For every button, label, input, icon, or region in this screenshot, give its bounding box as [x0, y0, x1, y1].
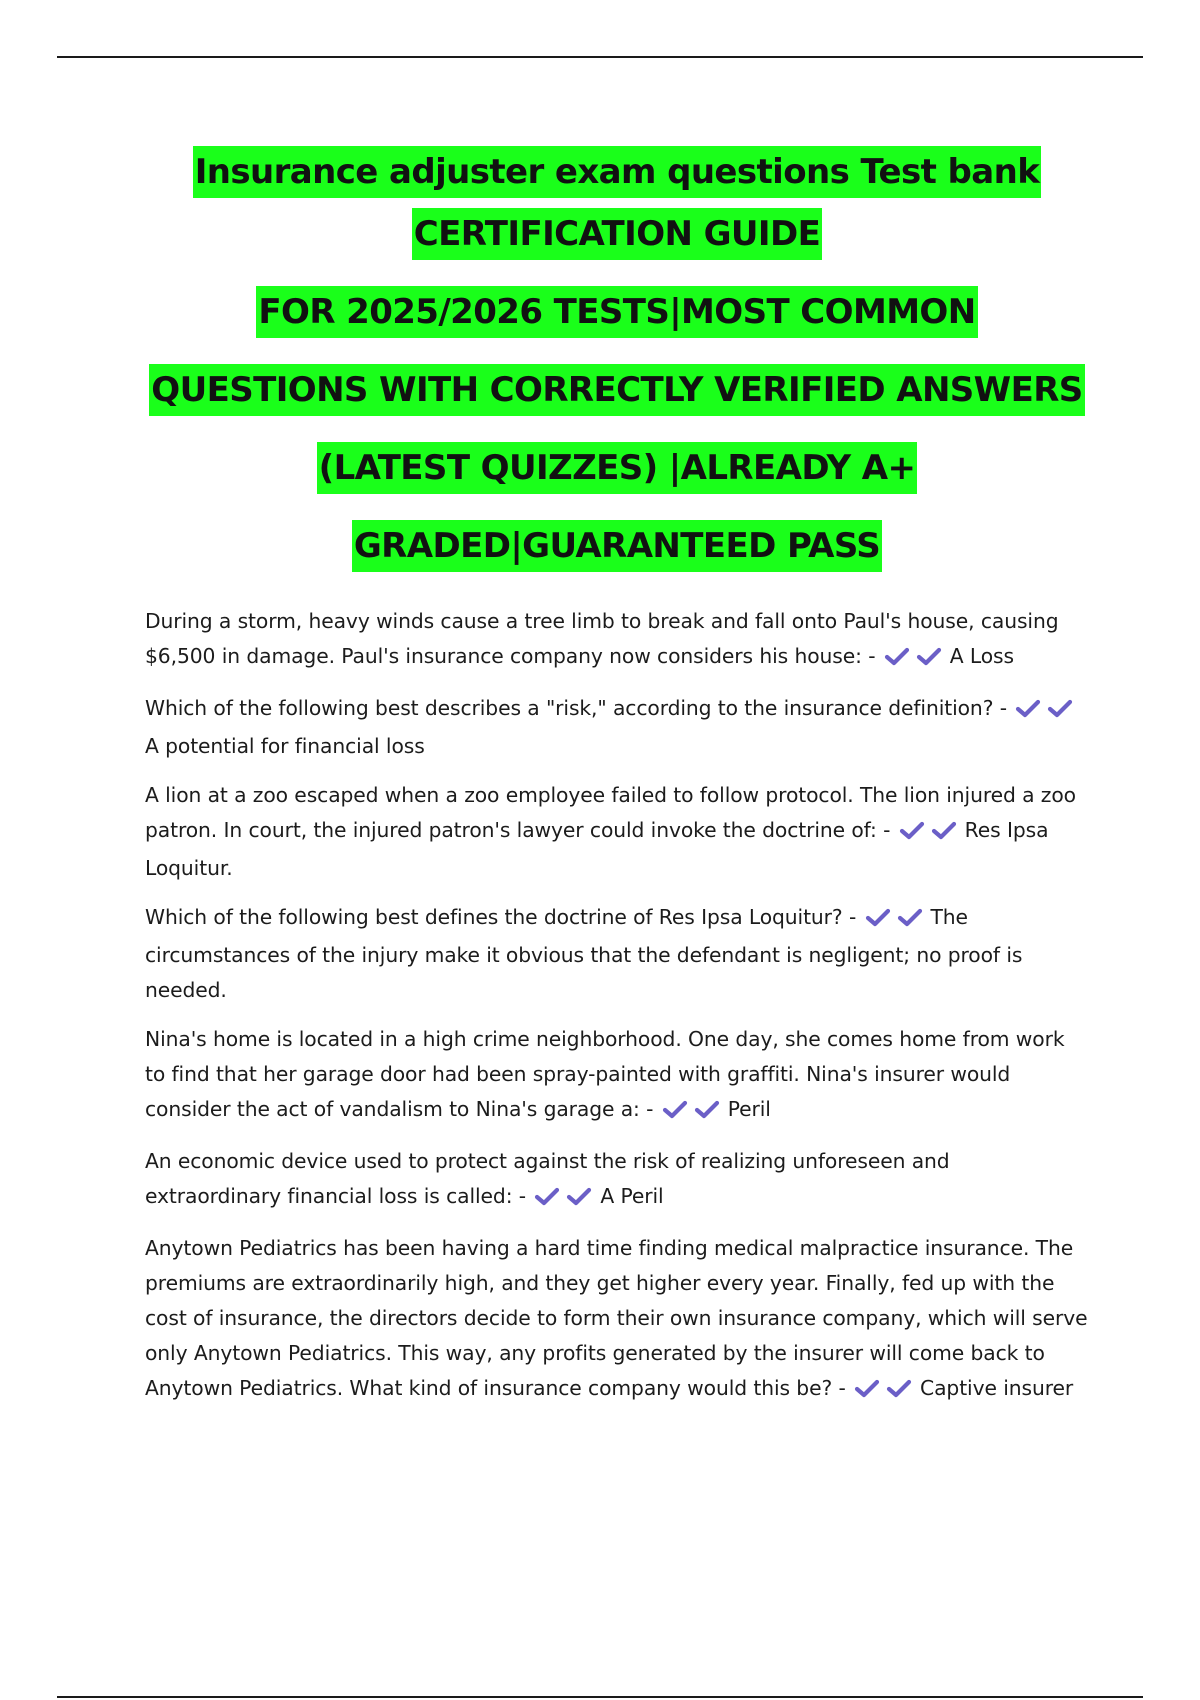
title-line-text: QUESTIONS WITH CORRECTLY VERIFIED ANSWERS	[149, 364, 1084, 416]
bottom-rule	[57, 1696, 1143, 1698]
title-line-text: Insurance adjuster exam questions Test bank	[193, 146, 1042, 198]
question-text: An economic device used to protect against the risk of realizing unforeseen and extraordinary financial loss is called:	[145, 1149, 950, 1208]
checkmark-icon	[931, 820, 957, 840]
title-line	[0, 364, 1200, 442]
qa-list	[145, 604, 1090, 1423]
checkmark-icon	[854, 1378, 880, 1398]
answer-separator: -	[993, 696, 1014, 720]
answer-text: A Peril	[600, 1184, 664, 1208]
answer-text: Res Ipsa Loquitur.	[145, 818, 1049, 880]
checkmark-icon	[1015, 698, 1041, 718]
question-text: A lion at a zoo escaped when a zoo employee failed to follow protocol. The lion injured a zoo patron. In court, the injured patron's lawyer could invoke the doctrine of:	[145, 783, 1076, 842]
qa-item	[145, 1022, 1090, 1130]
qa-item	[145, 691, 1090, 764]
answer-text: A Loss	[949, 644, 1014, 668]
checkmark-icon	[1047, 698, 1073, 718]
checkmark-icon	[897, 907, 923, 927]
title-line-text: CERTIFICATION GUIDE	[412, 208, 822, 260]
answer-separator: -	[876, 818, 897, 842]
double-checkmark-icon	[854, 1374, 918, 1409]
question-text: During a storm, heavy winds cause a tree limb to break and fall onto Paul's house, causing $6,500 in damage. Paul's insurance company now considers his house:	[145, 609, 1059, 668]
checkmark-icon	[916, 646, 942, 666]
qa-item	[145, 604, 1090, 677]
question-text: Nina's home is located in a high crime neighborhood. One day, she comes home from work to find that her garage door had been spray-painted with graffiti. Nina's insurer would consider the act of vandalism to Nina's garage a:	[145, 1027, 1065, 1121]
question-text: Anytown Pediatrics has been having a hard time finding medical malpractice insurance. The premiums are extraordinarily high, and they get higher every year. Finally, fed up with the cost of insurance, the directors decide to form their own insurance company, which will serve only Anytown Pediatrics. This way, any profits generated by the insurer will come back to Anytown Pediatrics. What kind of insurance company would this be?	[145, 1236, 1088, 1400]
checkmark-icon	[899, 820, 925, 840]
checkmark-icon	[534, 1186, 560, 1206]
checkmark-icon	[662, 1099, 688, 1119]
checkmark-icon	[694, 1099, 720, 1119]
double-checkmark-icon	[884, 642, 948, 677]
double-checkmark-icon	[534, 1182, 598, 1217]
qa-item	[145, 778, 1090, 886]
checkmark-icon	[886, 1378, 912, 1398]
question-text: Which of the following best defines the doctrine of Res Ipsa Loquitur?	[145, 905, 843, 929]
title-line	[0, 146, 1200, 208]
answer-separator: -	[512, 1184, 533, 1208]
title-line-text: FOR 2025/2026 TESTS|MOST COMMON	[256, 286, 977, 338]
top-rule	[57, 56, 1143, 58]
answer-text: Captive insurer	[920, 1376, 1074, 1400]
double-checkmark-icon	[662, 1095, 726, 1130]
double-checkmark-icon	[899, 816, 963, 851]
answer-text: Peril	[727, 1097, 771, 1121]
answer-separator: -	[832, 1376, 853, 1400]
title-line	[0, 208, 1200, 286]
checkmark-icon	[865, 907, 891, 927]
title-line	[0, 520, 1200, 598]
title-line-text: GRADED|GUARANTEED PASS	[352, 520, 882, 572]
answer-text: The circumstances of the injury make it obvious that the defendant is negligent; no proof is needed.	[145, 905, 1023, 1002]
qa-item	[145, 1144, 1090, 1217]
double-checkmark-icon	[865, 903, 929, 938]
answer-text: A potential for financial loss	[145, 734, 425, 758]
qa-item	[145, 900, 1090, 1008]
checkmark-icon	[566, 1186, 592, 1206]
title-line	[0, 286, 1200, 364]
qa-item	[145, 1231, 1090, 1409]
answer-separator: -	[861, 644, 882, 668]
answer-separator: -	[639, 1097, 660, 1121]
document-title	[0, 146, 1200, 598]
title-line-text: (LATEST QUIZZES) |ALREADY A+	[317, 442, 918, 494]
question-text: Which of the following best describes a "risk," according to the insurance definition?	[145, 696, 994, 720]
title-line	[0, 442, 1200, 520]
answer-separator: -	[842, 905, 863, 929]
double-checkmark-icon	[1015, 694, 1079, 729]
checkmark-icon	[884, 646, 910, 666]
